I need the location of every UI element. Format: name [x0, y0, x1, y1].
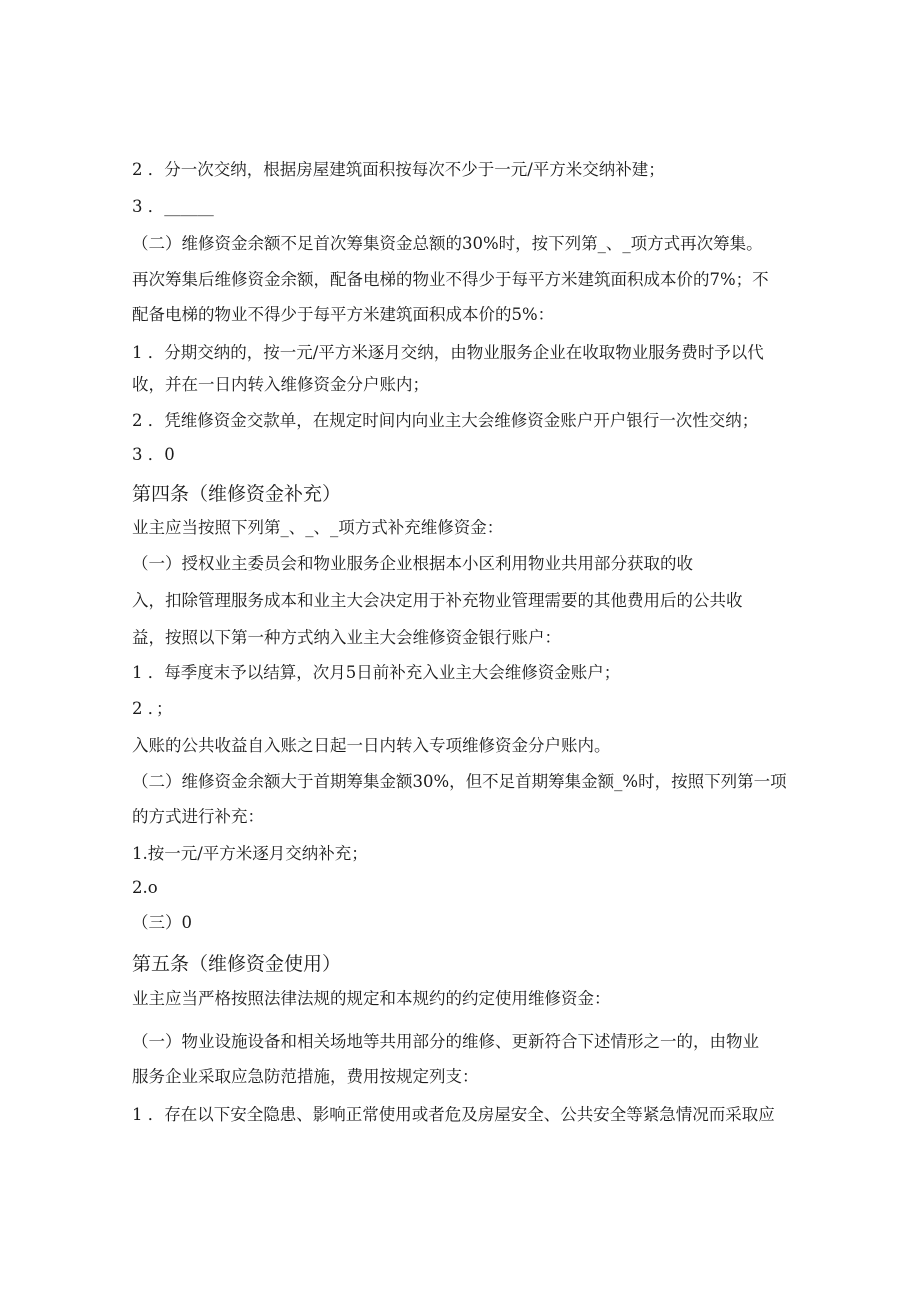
- text-line: （三）0: [132, 913, 192, 932]
- text-line: 2 ．分一次交纳，根据房屋建筑面积按每次不少于一元/平方米交纳补建；: [132, 160, 665, 179]
- text-line: （二）维修资金余额不足首次筹集资金总额的30%时，按下列第_、_项方式再次筹集。: [132, 234, 763, 253]
- text-line: 服务企业采取应急防范措施，费用按规定列支：: [132, 1067, 479, 1086]
- text-line: 1 ．分期交纳的，按一元/平方米逐月交纳，由物业服务企业在收取物业服务费时予以代: [132, 343, 764, 362]
- text-line: 2 ．凭维修资金交款单，在规定时间内向业主大会维修资金账户开户银行一次性交纳；: [132, 411, 759, 430]
- text-line: （一）授权业主委员会和物业服务企业根据本小区利用物业共用部分获取的收: [132, 554, 693, 573]
- text-line: 1 ．每季度末予以结算，次月5日前补充入业主大会维修资金账户；: [132, 663, 621, 682]
- text-line: 3 ．______: [132, 197, 214, 216]
- text-line: 入账的公共收益自入账之日起一日内转入专项维修资金分户账内。: [132, 736, 611, 755]
- section-heading: 第四条（维修资金补充）: [132, 483, 342, 505]
- text-line: 业主应当按照下列第_、_、_项方式补充维修资金：: [132, 518, 504, 537]
- text-line: 的方式进行补充：: [132, 807, 264, 826]
- section-heading: 第五条（维修资金使用）: [132, 953, 342, 975]
- text-line: 入，扣除管理服务成本和业主大会决定用于补充物业管理需要的其他费用后的公共收: [132, 591, 743, 610]
- text-line: 1 ．存在以下安全隐患、影响正常使用或者危及房屋安全、公共安全等紧急情况而采取应: [132, 1105, 775, 1124]
- text-line: 再次筹集后维修资金余额，配备电梯的物业不得少于每平方米建筑面积成本价的7%；不: [132, 270, 769, 289]
- text-line: （二）维修资金余额大于首期筹集金额30%，但不足首期筹集金额_%时，按照下列第一项: [132, 772, 787, 791]
- text-line: 2.o: [132, 878, 158, 897]
- text-line: 2 ．；: [132, 699, 173, 718]
- text-line: 业主应当严格按照法律法规的规定和本规约的约定使用维修资金：: [132, 989, 611, 1008]
- text-line: 收，并在一日内转入维修资金分户账内；: [132, 375, 429, 394]
- text-line: 益，按照以下第一种方式纳入业主大会维修资金银行账户：: [132, 628, 561, 647]
- text-line: （一）物业设施设备和相关场地等共用部分的维修、更新符合下述情形之一的，由物业: [132, 1032, 759, 1051]
- text-line: 1.按一元/平方米逐月交纳补充；: [132, 844, 368, 863]
- text-line: 配备电梯的物业不得少于每平方米建筑面积成本价的5%：: [132, 305, 555, 324]
- text-line: 3 ．0: [132, 445, 175, 464]
